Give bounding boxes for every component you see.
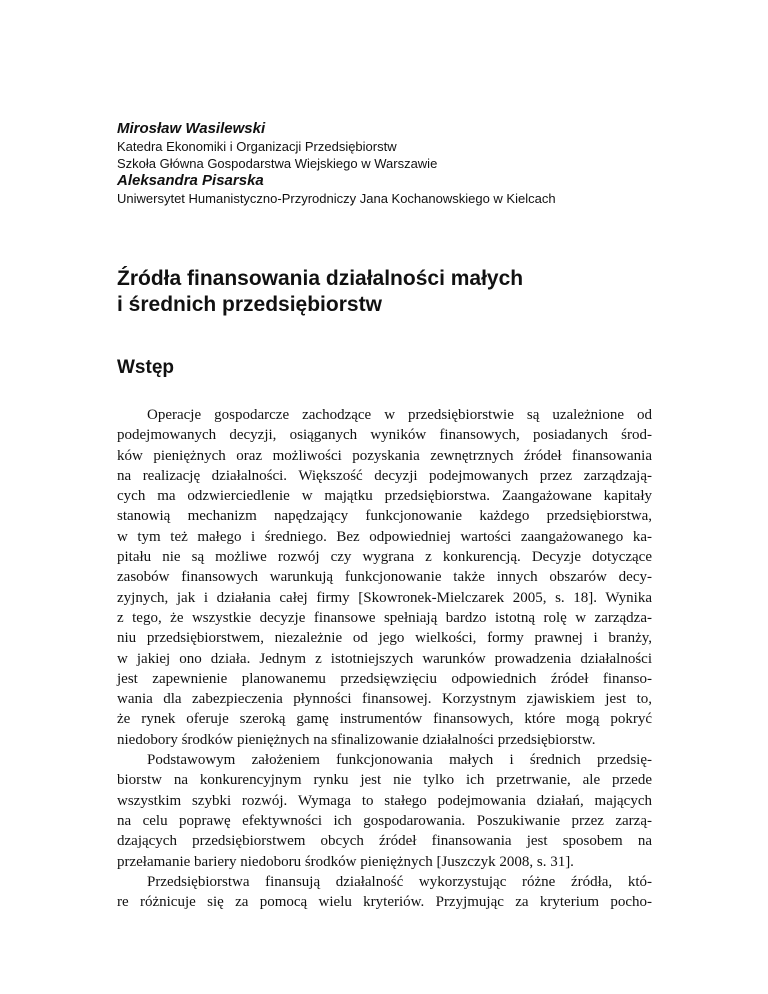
- text-line: wszystkim szybki rozwój. Wymaga to stałego podejmowania działań, mających: [117, 792, 652, 809]
- body-text: [117, 405, 652, 912]
- text-line: Podstawowym założeniem funkcjonowania małych i średnich przedsię-: [147, 752, 652, 769]
- author-block: [117, 120, 677, 207]
- paragraph: [117, 405, 652, 750]
- section-heading: Wstęp: [117, 357, 174, 378]
- text-line: z tego, że wszystkie decyzje finansowe spełniają bardzo istotną rolę w zarządza-: [117, 609, 652, 626]
- text-line: podejmowanych decyzji, osiąganych wyników finansowych, posiadanych środ-: [117, 427, 652, 444]
- paper-title-line: Źródła finansowania działalności małych: [117, 267, 524, 290]
- text-line: jest zapewnienie planowanemu przedsięwzięciu odpowiednich źródeł finanso-: [117, 670, 652, 687]
- author-affiliation: Katedra Ekonomiki i Organizacji Przedsiębiorstw: [117, 139, 397, 154]
- author-name: Mirosław Wasilewski: [117, 120, 266, 137]
- author-name: Aleksandra Pisarska: [117, 172, 264, 189]
- text-line: zasobów finansowych warunkują funkcjonowanie także innych obszarów decy-: [117, 569, 652, 586]
- text-line: wania dla zabezpieczenia płynności finansowej. Korzystnym zjawiskiem jest to,: [117, 691, 652, 708]
- text-line: stanowią mechanizm napędzający funkcjonowanie każdego przedsiębiorstwa,: [117, 508, 652, 525]
- text-line: niu przedsiębiorstwem, niezależnie od jego wielkości, formy prawnej i branży,: [117, 630, 652, 647]
- text-line: na realizację działalności. Większość decyzji podejmowanych przez zarządzają-: [117, 467, 652, 484]
- text-line: biorstw na konkurencyjnym rynku jest nie tylko ich przetrwanie, ale przede: [117, 772, 652, 789]
- text-line: Operacje gospodarcze zachodzące w przedsiębiorstwie są uzależnione od: [147, 407, 652, 423]
- text-line: w tym też małego i średniego. Bez odpowiedniej wartości zaangażowanego ka-: [117, 528, 652, 545]
- paragraph: [117, 872, 652, 913]
- paper-title-line: i średnich przedsiębiorstw: [117, 293, 382, 316]
- text-line: re różnicuje się za pomocą wielu kryteriów. Przyjmując za kryterium pocho-: [117, 894, 652, 911]
- text-line: na celu poprawę efektywności ich gospodarowania. Poszukiwanie przez zarzą-: [117, 812, 652, 829]
- text-line: Przedsiębiorstwa finansują działalność wykorzystując różne źródła, któ-: [147, 873, 652, 890]
- text-line: że rynek oferuje szeroką gamę instrumentów finansowych, które mogą pokryć: [117, 711, 652, 728]
- text-line: przełamanie bariery niedoboru środków pieniężnych [Juszczyk 2008, s. 31].: [117, 853, 574, 870]
- text-line: w jakiej ono działa. Jednym z istotniejszych warunków prowadzenia działalności: [117, 650, 652, 667]
- text-line: dzających przedsiębiorstwem obcych źródeł finansowania jest sposobem na: [117, 833, 652, 850]
- text-line: ków pieniężnych oraz możliwości pozyskania zewnętrznych źródeł finansowania: [117, 447, 652, 464]
- text-line: niedobory środków pieniężnych na sfinalizowanie działalności przedsiębiorstw.: [117, 731, 596, 748]
- text-line: cych ma odzwierciedlenie w majątku przedsiębiorstwa. Zaangażowane kapitały: [117, 488, 652, 505]
- author-affiliation: Szkoła Główna Gospodarstwa Wiejskiego w Warszawie: [117, 156, 438, 171]
- paragraph: [117, 750, 652, 872]
- text-line: pitału nie są możliwe rozwój czy wygrana z konkurencją. Decyzje dotyczące: [117, 549, 652, 566]
- author-affiliation: Uniwersytet Humanistyczno-Przyrodniczy Jana Kochanowskiego w Kielcach: [117, 191, 556, 206]
- paper-title: [117, 266, 677, 318]
- text-line: zyjnych, jak i działania całej firmy [Skowronek-Mielczarek 2005, s. 18]. Wynika: [117, 589, 652, 606]
